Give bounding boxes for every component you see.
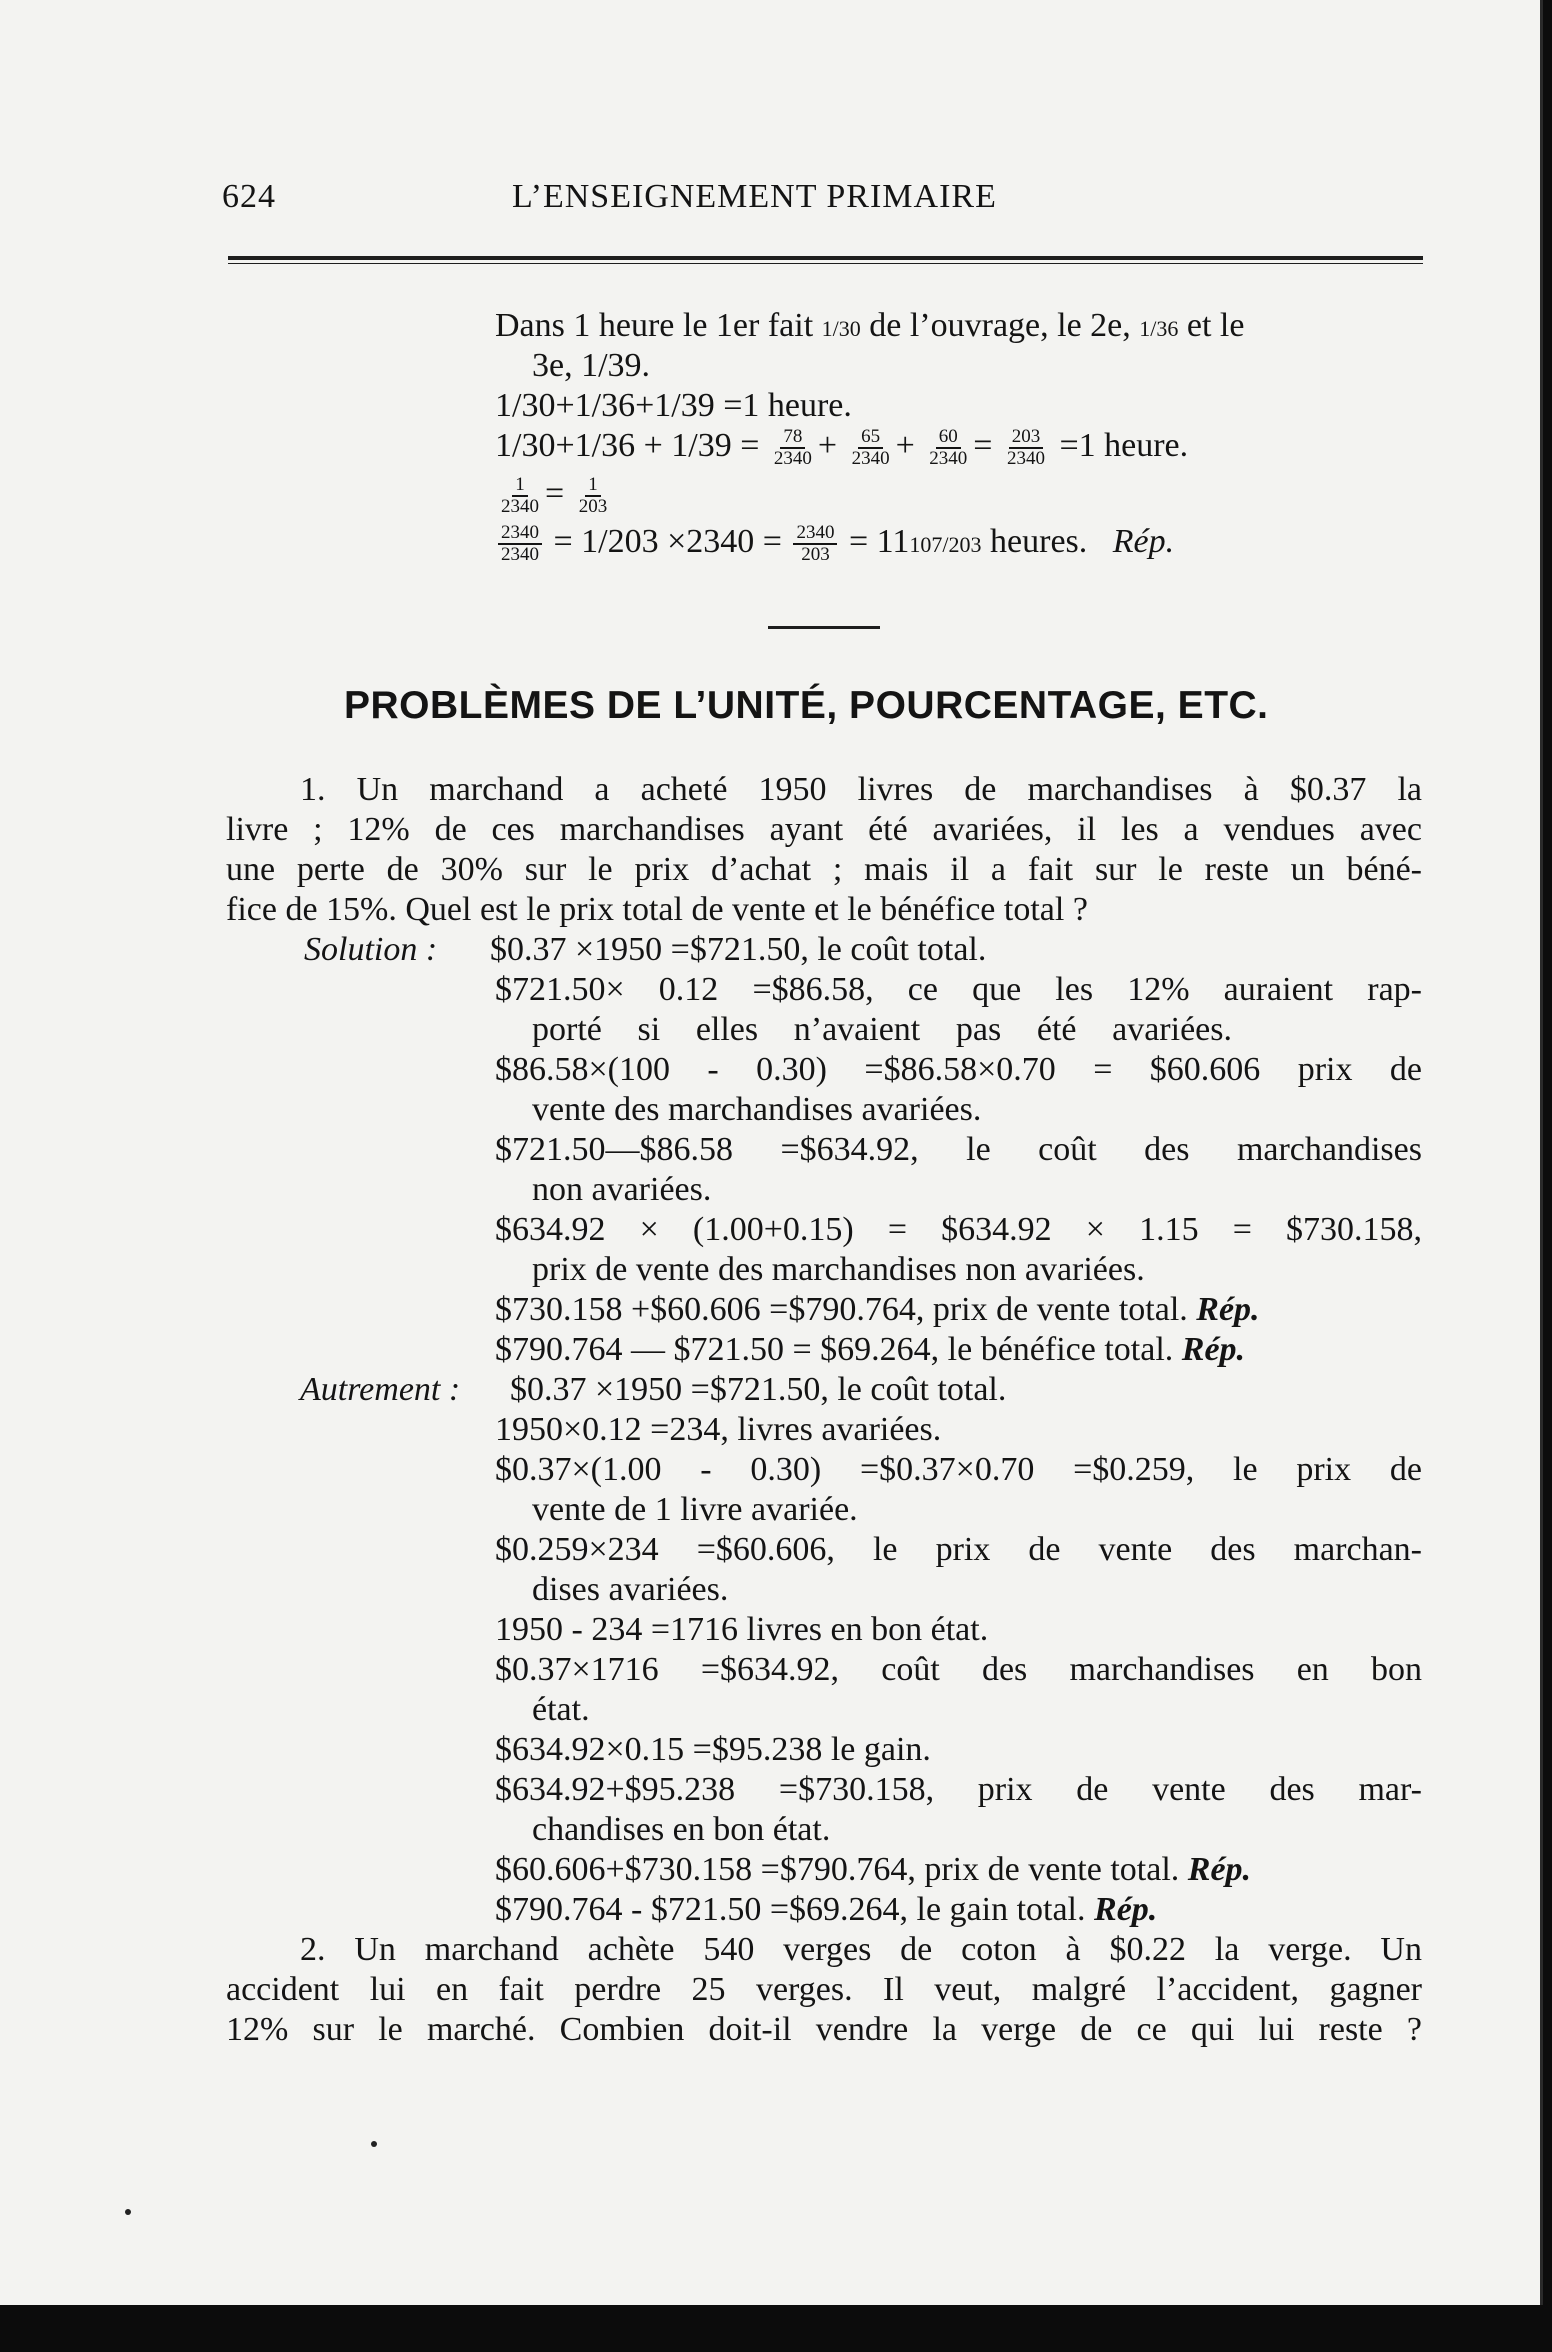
autrement-text: $60.606+$730.158 =$790.764, prix de vente total. [495, 1851, 1180, 1888]
fraction: 107/203 [909, 532, 982, 557]
prev-text: heures. [990, 523, 1088, 560]
autrement-line: $0.37 ×1950 =$721.50, le coût total. [510, 1371, 1007, 1408]
fraction: $\frac{1}{2340}$ [501, 474, 539, 518]
section-divider [768, 626, 880, 629]
autrement-line [495, 1850, 1251, 1890]
solution-line [495, 1330, 1245, 1370]
fraction: $\frac{65}{2340}$ [851, 426, 890, 470]
prev-text: = 1/203 ×2340 = [553, 523, 782, 560]
solution-label: Solution : [304, 931, 438, 968]
prev-text: =1 heure. [1059, 427, 1189, 464]
rep-label: Rép. [1187, 1851, 1252, 1888]
section-title: PROBLÈMES DE L’UNITÉ, POURCENTAGE, ETC. [344, 684, 1269, 727]
rep-label: Rép. [1094, 1891, 1158, 1928]
page-number: 624 [222, 178, 276, 215]
ink-speck [371, 2141, 377, 2147]
prev-line-1 [495, 306, 1244, 349]
problem-1-line: une perte de 30% sur le prix d’achat ; mais il a fait sur le reste un béné- [226, 851, 1422, 888]
solution-line: vente des marchandises avariées. [532, 1091, 982, 1128]
solution-line: $86.58×(100 - 0.30) =$86.58×0.70 = $60.606 prix de [495, 1051, 1422, 1088]
fraction: $\frac{1}{203}$ [578, 474, 608, 518]
solution-line: $634.92 × (1.00+0.15) = $634.92 × 1.15 = $730.158, [495, 1211, 1422, 1248]
solution-line: porté si elles n’avaient pas été avariées. [532, 1011, 1232, 1048]
rep-label: Rép. [1181, 1331, 1246, 1368]
problem-2-line: 12% sur le marché. Combien doit-il vendre la verge de ce qui lui reste ? [226, 2011, 1422, 2048]
fraction: $\frac{60}{2340}$ [929, 426, 968, 470]
autrement-line: vente de 1 livre avariée. [532, 1491, 858, 1528]
problem-1-line: livre ; 12% de ces marchandises ayant été avariées, il les a vendues avec [226, 811, 1422, 848]
solution-line: non avariées. [532, 1171, 712, 1208]
prev-line-3: 1/30+1/36+1/39 =1 heure. [495, 387, 852, 424]
problem-1-line: fice de 15%. Quel est le prix total de vente et le bénéfice total ? [226, 891, 1088, 928]
autrement-line: $0.37×(1.00 - 0.30) =$0.37×0.70 =$0.259, le prix de [495, 1451, 1422, 1488]
prev-text: 1/30+1/36 + 1/39 = [495, 427, 760, 464]
header-rule-thick [228, 256, 1423, 260]
fraction: $\frac{2340}{203}$ [793, 523, 837, 565]
solution-line: $721.50—$86.58 =$634.92, le coût des marchandises [495, 1131, 1422, 1168]
fraction: $\frac{2340}{2340}$ [498, 523, 542, 565]
autrement-text: $790.764 - $721.50 =$69.264, le gain total. [495, 1891, 1086, 1928]
prev-line-2: 3e, 1/39. [532, 347, 651, 384]
autrement-line: chandises en bon état. [532, 1811, 831, 1848]
rep-label: Rép. [1112, 523, 1175, 560]
solution-line: $721.50× 0.12 =$86.58, ce que les 12% auraient rap- [495, 971, 1422, 1008]
problem-2-line: 2. Un marchand achète 540 verges de coton à $0.22 la verge. Un [300, 1931, 1422, 1968]
autrement-line: $0.37×1716 =$634.92, coût des marchandises en bon [495, 1651, 1422, 1688]
header-rule-thin [228, 263, 1423, 264]
prev-line-6 [495, 522, 1174, 565]
autrement-line: état. [532, 1691, 590, 1728]
autrement-line: $0.259×234 =$60.606, le prix de vente des marchan- [495, 1531, 1422, 1568]
solution-line: prix de vente des marchandises non avariées. [532, 1251, 1145, 1288]
problem-2-line: accident lui en fait perdre 25 verges. Il veut, malgré l’accident, gagner [226, 1971, 1422, 2008]
solution-line: $0.37 ×1950 =$721.50, le coût total. [490, 931, 987, 968]
problem-1-line: 1. Un marchand a acheté 1950 livres de marchandises à $0.37 la [300, 771, 1422, 808]
prev-text: = 11 [848, 523, 910, 560]
fraction: $\frac{203}{2340}$ [1006, 426, 1045, 470]
fraction: 1/36 [1139, 316, 1179, 341]
autrement-label: Autrement : [300, 1371, 461, 1408]
autrement-line: $634.92×0.15 =$95.238 le gain. [495, 1731, 931, 1768]
prev-text: Dans 1 heure le 1er fait [495, 307, 814, 344]
rep-label: Rép. [1196, 1291, 1260, 1328]
fraction: $\frac{78}{2340}$ [773, 426, 812, 470]
autrement-line [495, 1890, 1157, 1930]
autrement-line: $634.92+$95.238 =$730.158, prix de vente des mar- [495, 1771, 1422, 1808]
solution-text: $790.764 — $721.50 = $69.264, le bénéfice total. [495, 1331, 1174, 1368]
prev-text: et le [1186, 307, 1245, 344]
autrement-line: dises avariées. [532, 1571, 729, 1608]
running-title: L’ENSEIGNEMENT PRIMAIRE [512, 178, 997, 215]
autrement-line: 1950×0.12 =234, livres avariées. [495, 1411, 942, 1448]
solution-line [495, 1290, 1260, 1330]
prev-text: de l’ouvrage, le 2e, [869, 307, 1131, 344]
solution-text: $730.158 +$60.606 =$790.764, prix de vente total. [495, 1291, 1188, 1328]
fraction: 1/30 [821, 316, 861, 341]
prev-line-4: 1/30+1/36 + 1/39 = $\frac{78}{2340}$ + $\frac{65}{2340}$ + $\frac{60}{2340}$ = $\frac{203}{2340}$ =1 heure. [495, 426, 1189, 470]
autrement-line: 1950 - 234 =1716 livres en bon état. [495, 1611, 989, 1648]
ink-speck [125, 2209, 131, 2215]
prev-line-5: $\frac{1}{2340}$ = $\frac{1}{203}$ [495, 474, 613, 517]
